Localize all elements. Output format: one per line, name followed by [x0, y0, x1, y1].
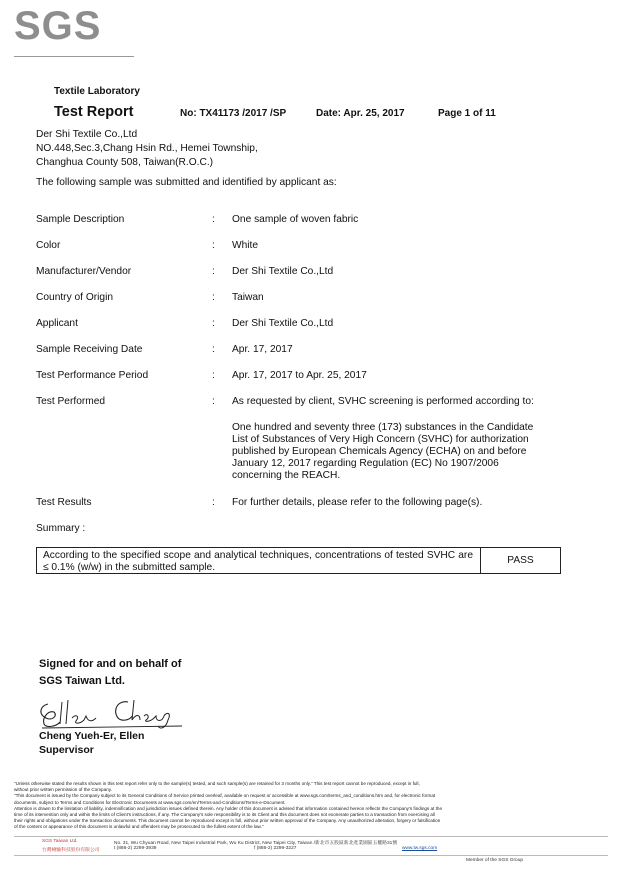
footer-member: Member of the SGS Group — [466, 858, 524, 863]
logo-underline — [14, 56, 134, 57]
legal-fine-print — [14, 781, 608, 831]
field-label: Manufacturer/Vendor — [36, 266, 132, 277]
field-colon: : — [212, 370, 215, 381]
field-value: Taiwan — [232, 292, 264, 303]
summary-table — [36, 547, 561, 574]
footer-company-en: SGS Taiwan Ltd. — [42, 839, 78, 844]
field-label: Color — [36, 240, 61, 251]
field-value: One sample of woven fabric — [232, 214, 359, 225]
field-value: Der Shi Textile Co.,Ltd — [232, 266, 334, 277]
field-colon: : — [212, 318, 215, 329]
fine-line: without prior written permission of the Company. — [14, 787, 112, 793]
report-date: Date: Apr. 25, 2017 — [316, 108, 405, 119]
summary-label: Summary : — [36, 523, 86, 534]
summary-text: According to the specified scope and analytical techniques, concentrations of tested SVHC are ≤ 0.1% (w/w) in the submitted sample. — [43, 550, 473, 573]
test-performed-detail — [232, 422, 592, 482]
detail-line: One hundred and seventy three (173) substances in the Candidate — [232, 422, 534, 433]
footer-phone: t (886-2) 2299-3939 — [114, 846, 157, 851]
footer-company-zh: 台灣檢驗科技股份有限公司 — [42, 848, 100, 853]
client-name: Der Shi Textile Co.,Ltd — [36, 129, 138, 140]
detail-line: January 12, 2017 regarding Regulation (EC) No 1907/2006 — [232, 458, 499, 469]
client-address-line2: Changhua County 508, Taiwan(R.O.C.) — [36, 157, 214, 168]
intro-text: The following sample was submitted and identified by applicant as: — [36, 177, 337, 188]
page-number: Page 1 of 11 — [438, 108, 496, 119]
signed-line2: SGS Taiwan Ltd. — [39, 675, 125, 687]
fine-line: their rights and obligations under the transaction documents. This document cannot be reproduced except in full, without prior written approval of the Company. Any unauthorized alteration, forgery or falsification — [14, 818, 441, 824]
footer-website-link[interactable]: www.tw.sgs.com — [402, 846, 438, 851]
field-label: Country of Origin — [36, 292, 114, 303]
field-value: Apr. 17, 2017 to Apr. 25, 2017 — [232, 370, 367, 381]
fine-line: "This document is issued by the Company subject to its General Conditions of Service printed overleaf, available on request or accessible at www.sgs.com/terms_and_conditions.htm and, for electronic format — [14, 793, 436, 799]
client-address-line1: NO.448,Sec.3,Chang Hsin Rd., Hemei Township, — [36, 143, 258, 154]
fine-line: Attention is drawn to the limitation of liability, indemnification and jurisdiction issues defined therein. Any holder of this document is advised that information contained hereon reflects the Company's findings at the — [14, 805, 442, 811]
field-value: As requested by client, SVHC screening is performed according to: — [232, 396, 534, 407]
field-label: Sample Description — [36, 214, 125, 225]
field-colon: : — [212, 240, 215, 251]
field-label: Test Performance Period — [36, 370, 149, 381]
signed-line1: Signed for and on behalf of — [39, 658, 182, 670]
detail-line: concerning the REACH. — [232, 470, 341, 481]
signatory-role: Supervisor — [39, 744, 94, 756]
handwritten-signature — [36, 694, 186, 734]
field-value: Der Shi Textile Co.,Ltd — [232, 318, 334, 329]
summary-result: PASS — [507, 555, 534, 566]
field-label: Applicant — [36, 318, 78, 329]
footer-divider — [14, 836, 608, 837]
footer-divider-bottom — [14, 855, 608, 856]
signatory-name: Cheng Yueh-Er, Ellen — [39, 730, 145, 742]
field-value: Apr. 17, 2017 — [232, 344, 293, 355]
detail-line: published by European Chemicals Agency (ECHA) on and before — [232, 446, 527, 457]
fine-line: time of its intervention only and within the limits of Client's instructions, if any. The Company's sole responsibility is to its Client and this document does not exonerate parties to a transaction from exercising all — [14, 812, 435, 818]
field-colon: : — [212, 266, 215, 277]
field-colon: : — [212, 396, 215, 407]
field-colon: : — [212, 344, 215, 355]
field-label: Test Performed — [36, 396, 106, 407]
lab-name: Textile Laboratory — [54, 86, 140, 97]
field-colon: : — [212, 292, 215, 303]
report-number: No: TX41173 /2017 /SP — [180, 108, 287, 119]
field-colon: : — [212, 214, 215, 225]
test-results-value: For further details, please refer to the following page(s). — [232, 497, 483, 508]
logo-text: SGS — [14, 4, 102, 48]
test-results-label: Test Results — [36, 497, 92, 508]
footer-address: No. 31, Wu Chyuan Road, New Taipei Industrial Park, Wu Ku District, New Taipei City, Taiwan /新北市五股區新北產業園區五權路31號 — [114, 841, 398, 846]
fine-line: "Unless otherwise stated the results shown in this test report refer only to the sample(s) tested, and such sample(s) are retained for 3 months only." This test report cannot be reproduced, except in full, — [14, 781, 420, 786]
field-label: Sample Receiving Date — [36, 344, 143, 355]
sgs-logo — [14, 6, 122, 60]
detail-line: List of Substances of Very High Concern (SVHC) for authorization — [232, 434, 529, 445]
field-value: White — [232, 240, 259, 251]
footer-fax: f (886-2) 2299-3227 — [254, 846, 297, 851]
field-colon: : — [212, 497, 215, 508]
fine-line: documents, subject to Terms and Conditions for Electronic Documents at www.sgs.com/en/Terms-and-Conditions/Terms-e-Document. — [14, 799, 286, 805]
report-title: Test Report — [54, 104, 134, 120]
fine-line: of the content or appearance of this document is unlawful and offenders may be prosecuted to the fullest extent of the law." — [14, 824, 264, 830]
